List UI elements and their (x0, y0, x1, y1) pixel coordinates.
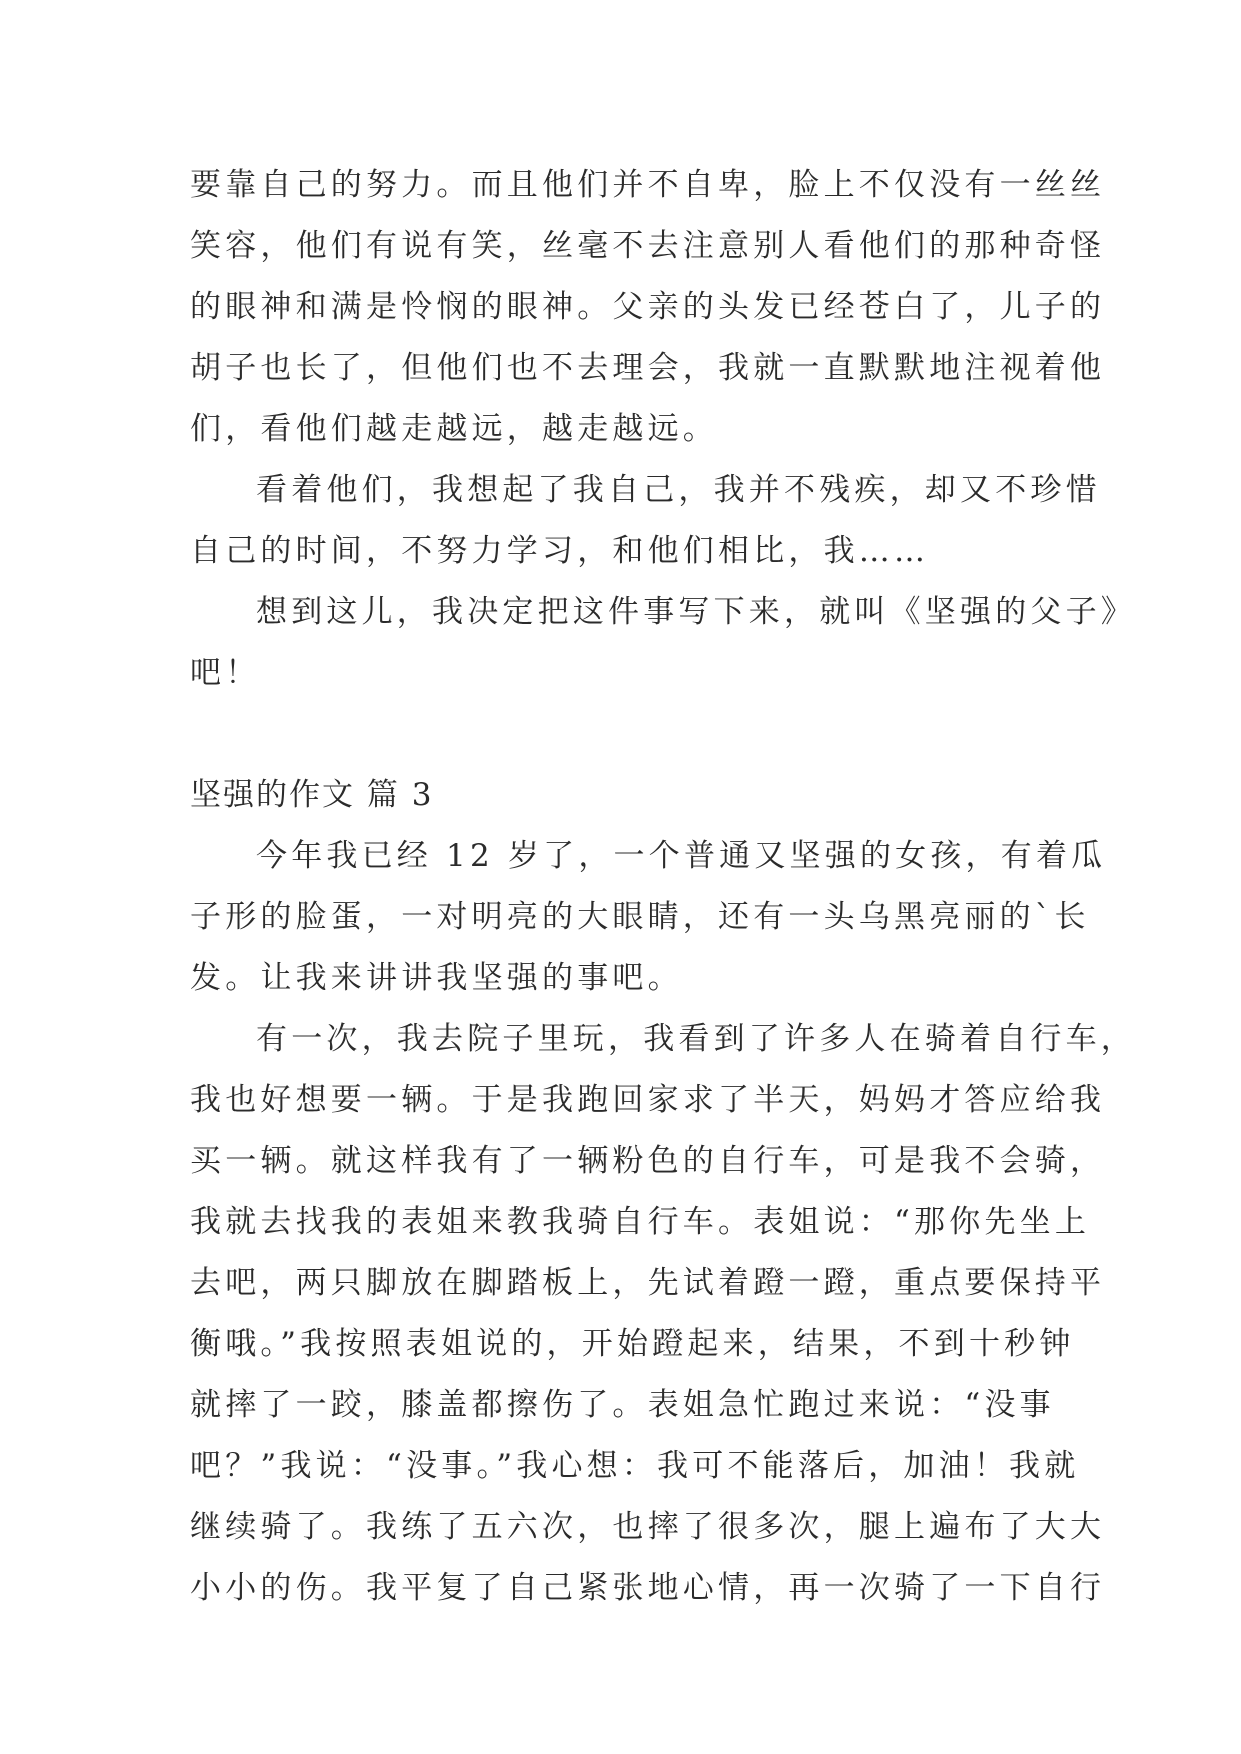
paragraph-line: 就摔了一跤，膝盖都擦伤了。表姐急忙跑过来说：“没事 (190, 1387, 1055, 1423)
section-spacer (190, 704, 1060, 765)
paragraph-line: 继续骑了。我练了五六次，也摔了很多次，腿上遍布了大大 (190, 1509, 1106, 1545)
paragraph-line: 吧？”我说：“没事。”我心想：我可不能落后，加油！我就 (190, 1448, 1080, 1484)
paragraph-line: 想到这儿，我决定把这件事写下来，就叫《坚强的父子》 (256, 594, 1136, 630)
paragraph-line: 看着他们，我想起了我自己，我并不残疾，却又不珍惜 (256, 472, 1101, 508)
paragraph-line: 我就去找我的表姐来教我骑自行车。表姐说：“那你先坐上 (190, 1204, 1091, 1240)
paragraph-line: 胡子也长了，但他们也不去理会，我就一直默默地注视着他 (190, 350, 1106, 386)
paragraph-line: 笑容，他们有说有笑，丝毫不去注意别人看他们的那种奇怪 (190, 228, 1106, 264)
essay-body (190, 155, 1136, 1619)
paragraph-line: 自己的时间，不努力学习，和他们相比，我…… (190, 533, 930, 569)
paragraph-line: 的眼神和满是怜悯的眼神。父亲的头发已经苍白了，儿子的 (190, 289, 1106, 325)
paragraph-line: 今年我已经 12 岁了，一个普通又坚强的女孩，有着瓜 (256, 838, 1107, 874)
paragraph-line: 发。让我来讲讲我坚强的事吧。 (190, 960, 683, 996)
paragraph-line: 买一辆。就这样我有了一辆粉色的自行车，可是我不会骑， (190, 1143, 1106, 1179)
paragraph-line: 衡哦。”我按照表姐说的，开始蹬起来，结果，不到十秒钟 (190, 1326, 1075, 1362)
paragraph-line: 吧！ (190, 655, 261, 691)
paragraph-line: 小小的伤。我平复了自己紧张地心情，再一次骑了一下自行 (190, 1570, 1106, 1606)
paragraph-line: 们，看他们越走越远，越走越远。 (190, 411, 718, 447)
paragraph-line: 我也好想要一辆。于是我跑回家求了半天，妈妈才答应给我 (190, 1082, 1106, 1118)
paragraph-line: 子形的脸蛋，一对明亮的大眼睛，还有一头乌黑亮丽的`长 (190, 899, 1090, 935)
paragraph-line: 有一次，我去院子里玩，我看到了许多人在骑着自行车， (256, 1021, 1136, 1057)
section-heading: 坚强的作文 篇 3 (190, 777, 434, 813)
paragraph-line: 去吧，两只脚放在脚踏板上，先试着蹬一蹬，重点要保持平 (190, 1265, 1106, 1301)
paragraph-line: 要靠自己的努力。而且他们并不自卑，脸上不仅没有一丝丝 (190, 167, 1106, 203)
